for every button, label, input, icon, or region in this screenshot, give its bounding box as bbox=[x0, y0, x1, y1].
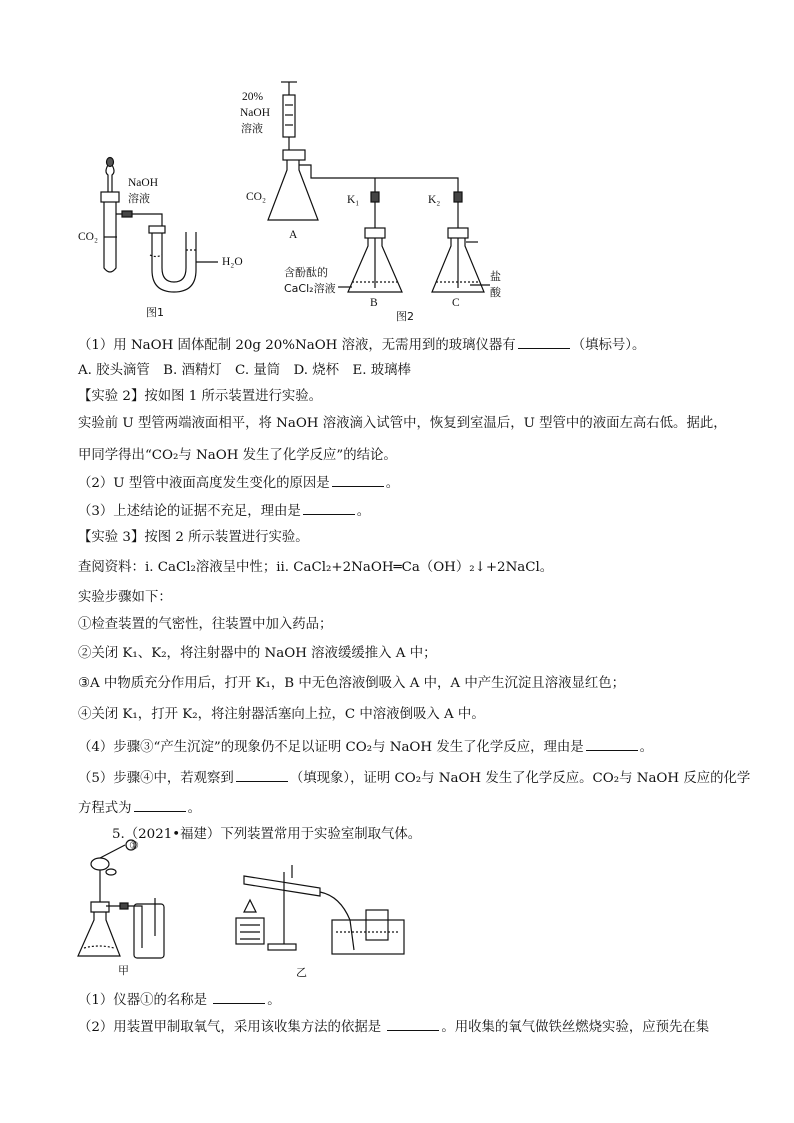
question-5-2: （2）用装置甲制取氧气，采用该收集方法的依据是 。用收集的氧气做铁丝燃烧实验，应预先在集 bbox=[78, 1020, 710, 1035]
question-4: （4）步骤③“产生沉淀”的现象仍不足以证明 CO₂与 NaOH 发生了化学反应，理由是 。 bbox=[78, 740, 654, 755]
answer-blank[interactable] bbox=[236, 769, 288, 782]
options-line: A. 胶头滴管 B. 酒精灯 C. 量筒 D. 烧杯 E. 玻璃棒 bbox=[78, 363, 411, 378]
fig2-co2-label: CO₂ bbox=[246, 191, 266, 203]
fig2-phenol-label: 含酚酞的 bbox=[284, 266, 328, 279]
fig2-cacl2-label: CaCl₂溶液 bbox=[284, 282, 336, 295]
circle-one-label: ① bbox=[129, 839, 139, 852]
question-5-1: （1）仪器①的名称是 。 bbox=[78, 993, 281, 1008]
fig-yi-caption: 乙 bbox=[296, 966, 307, 979]
answer-blank[interactable] bbox=[387, 1018, 439, 1031]
answer-blank[interactable] bbox=[586, 738, 638, 751]
fig2-solution-label: 溶液 bbox=[241, 122, 263, 135]
fig2-k2-label: K₂ bbox=[428, 194, 441, 206]
problem-5-heading: 5.（2021•福建）下列装置常用于实验室制取气体。 bbox=[112, 827, 422, 842]
experiment-2-heading: 【实验 2】按如图 1 所示装置进行实验。 bbox=[78, 389, 323, 404]
step-4: ④关闭 K₁，打开 K₂，将注射器活塞向上拉，C 中溶液倒吸入 A 中。 bbox=[78, 707, 485, 722]
burner bbox=[236, 918, 264, 944]
syringe-barrel bbox=[283, 95, 295, 137]
answer-blank[interactable] bbox=[213, 991, 265, 1004]
step-3: ③A 中物质充分作用后，打开 K₁，B 中无色溶液倒吸入 A 中，A 中产生沉淀且溶液显红色； bbox=[78, 676, 626, 691]
answer-blank[interactable] bbox=[303, 502, 355, 515]
fig2-naoh-label: NaOH bbox=[240, 107, 271, 119]
test-tube bbox=[104, 200, 116, 272]
gas-bottle bbox=[134, 904, 164, 958]
fig1-solution-label: 溶液 bbox=[128, 192, 150, 205]
paragraph-line-2: 甲同学得出“CO₂与 NaOH 发生了化学反应”的结论。 bbox=[78, 448, 397, 463]
fig2-acid-label: 酸 bbox=[490, 286, 501, 299]
fig2-salt-label: 盐 bbox=[490, 270, 501, 283]
flask-jia bbox=[78, 912, 120, 956]
fig1-water-label: H₂O bbox=[222, 256, 243, 268]
fig1-caption: 图1 bbox=[146, 306, 164, 319]
question-5: （5）步骤④中，若观察到 （填现象），证明 CO₂与 NaOH 发生了化学反应。CO₂与 NaOH 反应的化学 bbox=[78, 771, 751, 786]
steps-heading: 实验步骤如下： bbox=[78, 590, 172, 605]
fig1-co2-label: CO₂ bbox=[78, 231, 98, 243]
answer-blank[interactable] bbox=[134, 799, 186, 812]
fig2-b-label: B bbox=[370, 297, 378, 309]
paragraph-line-1: 实验前 U 型管两端液面相平，将 NaOH 溶液滴入试管中，恢复到室温后，U 型管中的液面左高右低。据此， bbox=[78, 416, 727, 431]
figure-1-2 bbox=[0, 0, 794, 330]
question-2: （2）U 型管中液面高度发生变化的原因是 。 bbox=[78, 476, 400, 491]
question-3: （3）上述结论的证据不充足，理由是 。 bbox=[78, 504, 371, 519]
water-trough bbox=[332, 920, 404, 954]
step-1: ①检查装置的气密性，往装置中加入药品； bbox=[78, 617, 333, 632]
fig2-percent-label: 20% bbox=[242, 91, 264, 103]
answer-blank[interactable] bbox=[332, 474, 384, 487]
question-1: （1）用 NaOH 固体配制 20g 20%NaOH 溶液，无需用到的玻璃仪器有 （填标号）。 bbox=[78, 338, 646, 353]
fig2-caption: 图2 bbox=[396, 310, 414, 323]
stopper bbox=[101, 192, 119, 202]
answer-blank[interactable] bbox=[518, 336, 570, 349]
question-5-continued: 方程式为 。 bbox=[78, 801, 201, 816]
fig-jia-caption: 甲 bbox=[118, 964, 129, 977]
step-2: ②关闭 K₁、K₂，将注射器中的 NaOH 溶液缓缓推入 A 中； bbox=[78, 646, 437, 661]
fig2-c-label: C bbox=[452, 297, 460, 309]
reference-line: 查阅资料：i. CaCl₂溶液呈中性；ii. CaCl₂+2NaOH═Ca（OH）₂↓+2NaCl。 bbox=[78, 560, 554, 575]
fig2-a-label: A bbox=[289, 229, 298, 241]
experiment-3-heading: 【实验 3】按图 2 所示装置进行实验。 bbox=[78, 530, 309, 545]
fig2-k1-label: K₁ bbox=[347, 194, 360, 206]
u-tube bbox=[152, 232, 196, 292]
fig1-naoh-label: NaOH bbox=[128, 177, 159, 189]
